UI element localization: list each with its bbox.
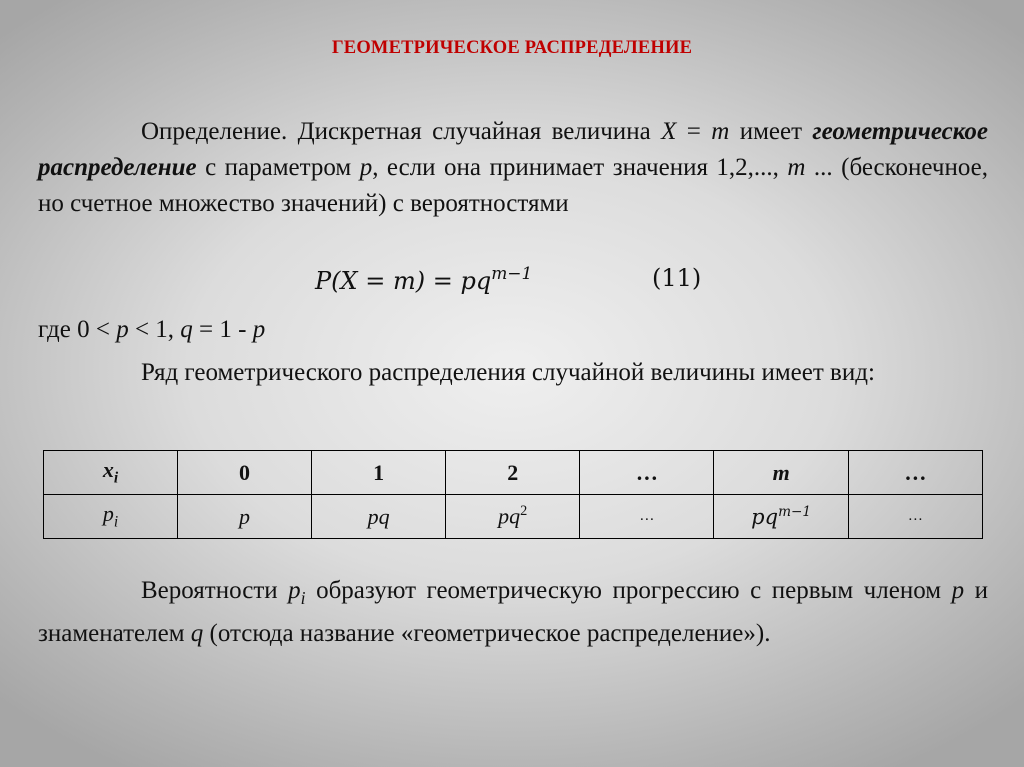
table-cell: 2 bbox=[446, 451, 580, 495]
table-header-p: $p_i$ bbox=[44, 495, 178, 539]
table-cell: … bbox=[580, 451, 714, 495]
probability-formula bbox=[0, 264, 1024, 304]
series-intro-paragraph: Ряд геометрического распределения случайной величины имеет вид: bbox=[141, 359, 875, 386]
distribution-table bbox=[43, 450, 983, 539]
conclusion-paragraph: Вероятности $p_i$ образуют геометрическую прогрессию с первым членом p и знаменателем q (отсюда название «геометрическое распределение»). bbox=[38, 577, 988, 647]
formula-number: (11) bbox=[652, 264, 702, 292]
table-cell: … bbox=[848, 451, 982, 495]
table-header-x: $x_i$ bbox=[44, 451, 178, 495]
table-row-probabilities bbox=[44, 495, 983, 539]
table-cell: $pq^2$ bbox=[446, 495, 580, 539]
table-cell: … bbox=[848, 495, 982, 539]
slide-title: ГЕОМЕТРИЧЕСКОЕ РАСПРЕДЕЛЕНИЕ bbox=[331, 38, 693, 58]
table-cell: pq bbox=[312, 495, 446, 539]
table-cell: m bbox=[714, 451, 848, 495]
table-cell: $pq^{m-1}$ bbox=[714, 495, 848, 539]
table-cell: 1 bbox=[312, 451, 446, 495]
table-cell: p bbox=[178, 495, 312, 539]
table-cell: 0 bbox=[178, 451, 312, 495]
definition-paragraph: Определение. Дискретная случайная величина X = m имеет геометрическое распределение с параметром p, если она принимает значения 1,2,..., m ... (бесконечное, но счетное множество значений) с вероятностями bbox=[38, 118, 988, 217]
formula-expression: $P(X = m) = pq^{m-1}$ bbox=[315, 264, 533, 295]
term-geometric-distribution: геометрическое распределение bbox=[38, 118, 988, 181]
parameter-condition: где 0 < p < 1, q = 1 - p bbox=[38, 316, 266, 343]
table-row-values bbox=[44, 451, 983, 495]
table-cell: … bbox=[580, 495, 714, 539]
